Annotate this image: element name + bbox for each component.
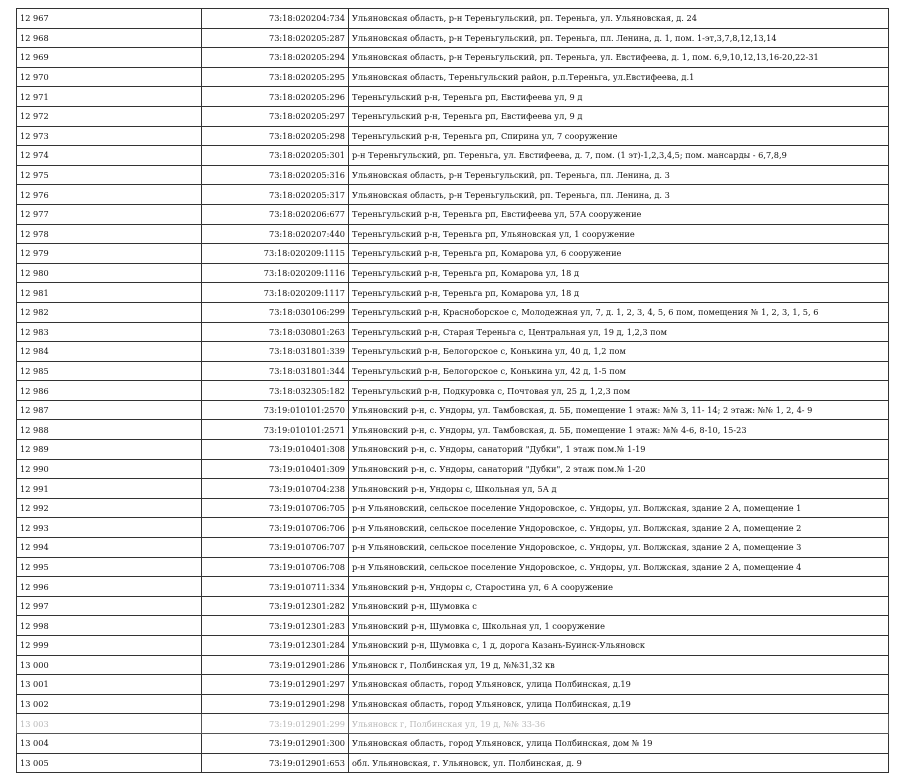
table-row: [17, 185, 889, 205]
address-cell: Ульяновская область, р-н Тереньгульский, рп. Тереньга, ул. Ульяновская, д. 24: [349, 9, 889, 29]
table-row: [17, 694, 889, 714]
cadastral-number-cell: 73:18:032305:182: [202, 381, 349, 401]
cadastral-number-cell: 73:19:012901:297: [202, 675, 349, 695]
address-cell: Тереньгульский р-н, Белогорское с, Конькина ул, 42 д, 1-5 пом: [349, 361, 889, 381]
address-cell: Ульяновский р-н, с. Ундоры, ул. Тамбовская, д. 5Б, помещение 1 этаж: №№ 3, 11- 14; 2 этаж: №№ 1, 2, 4- 9: [349, 400, 889, 420]
table-row: [17, 381, 889, 401]
address-cell: Тереньгульский р-н, Белогорское с, Конькина ул, 40 д, 1,2 пом: [349, 342, 889, 362]
address-cell: Ульяновский р-н, с. Ундоры, санаторий "Дубки", 2 этаж пом.№ 1-20: [349, 459, 889, 479]
table-row: [17, 577, 889, 597]
row-number-cell: 12 969: [17, 48, 202, 68]
cadastral-number-cell: 73:19:012901:300: [202, 733, 349, 753]
table-row: [17, 28, 889, 48]
table-row: [17, 48, 889, 68]
row-number-cell: 12 972: [17, 106, 202, 126]
row-number-cell: 12 982: [17, 302, 202, 322]
row-number-cell: 12 994: [17, 538, 202, 558]
row-number-cell: 12 970: [17, 67, 202, 87]
row-number-cell: 12 974: [17, 146, 202, 166]
cadastral-number-cell: 73:19:012901:298: [202, 694, 349, 714]
row-number-cell: 12 996: [17, 577, 202, 597]
cadastral-number-cell: 73:18:020205:297: [202, 106, 349, 126]
address-cell: Тереньгульский р-н, Тереньга рп, Евстифеева ул, 9 д: [349, 87, 889, 107]
cadastral-number-cell: 73:18:020205:294: [202, 48, 349, 68]
row-number-cell: 12 973: [17, 126, 202, 146]
row-number-cell: 12 987: [17, 400, 202, 420]
cadastral-number-cell: 73:19:010711:334: [202, 577, 349, 597]
table-row: [17, 322, 889, 342]
row-number-cell: 12 995: [17, 557, 202, 577]
row-number-cell: 12 989: [17, 440, 202, 460]
row-number-cell: 12 991: [17, 479, 202, 499]
address-cell: Тереньгульский р-н, Тереньга рп, Комарова ул, 6 сооружение: [349, 244, 889, 264]
row-number-cell: 12 993: [17, 518, 202, 538]
cadastral-number-cell: 73:18:020205:295: [202, 67, 349, 87]
table-row: [17, 636, 889, 656]
table-row: [17, 538, 889, 558]
row-number-cell: 12 998: [17, 616, 202, 636]
row-number-cell: 12 979: [17, 244, 202, 264]
cadastral-number-cell: 73:18:020205:296: [202, 87, 349, 107]
address-cell: Ульяновская область, р-н Тереньгульский, рп. Тереньга, пл. Ленина, д. 3: [349, 185, 889, 205]
row-number-cell: 12 967: [17, 9, 202, 29]
row-number-cell: 13 003: [17, 714, 202, 734]
address-cell: Ульяновская область, р-н Тереньгульский, рп. Тереньга, ул. Евстифеева, д. 1, пом. 6,9,10,12,13,16-20,22-31: [349, 48, 889, 68]
address-cell: Тереньгульский р-н, Тереньга рп, Евстифеева ул, 9 д: [349, 106, 889, 126]
registry-table-body: [17, 9, 889, 773]
cadastral-number-cell: 73:18:020204:734: [202, 9, 349, 29]
address-cell: обл. Ульяновская, г. Ульяновск, ул. Полбинская, д. 9: [349, 753, 889, 773]
address-cell: Ульяновская область, город Ульяновск, улица Полбинская, д.19: [349, 694, 889, 714]
address-cell: Ульяновская область, р-н Тереньгульский, рп. Тереньга, пл. Ленина, д. 3: [349, 165, 889, 185]
cadastral-number-cell: 73:19:010706:706: [202, 518, 349, 538]
table-row: [17, 655, 889, 675]
address-cell: Тереньгульский р-н, Тереньга рп, Комарова ул, 18 д: [349, 283, 889, 303]
cadastral-number-cell: 73:18:020205:301: [202, 146, 349, 166]
cadastral-number-cell: 73:19:012301:283: [202, 616, 349, 636]
address-cell: Ульяновский р-н, с. Ундоры, ул. Тамбовская, д. 5Б, помещение 1 этаж: №№ 4-6, 8-10, 15-23: [349, 420, 889, 440]
row-number-cell: 12 992: [17, 498, 202, 518]
address-cell: Тереньгульский р-н, Старая Тереньга с, Центральная ул, 19 д, 1,2,3 пом: [349, 322, 889, 342]
row-number-cell: 12 968: [17, 28, 202, 48]
address-cell: р-н Ульяновский, сельское поселение Ундоровское, с. Ундоры, ул. Волжская, здание 2 А, помещение 2: [349, 518, 889, 538]
address-cell: Ульяновская область, город Ульяновск, улица Полбинская, дом № 19: [349, 733, 889, 753]
cadastral-number-cell: 73:19:010706:707: [202, 538, 349, 558]
row-number-cell: 13 002: [17, 694, 202, 714]
cadastral-number-cell: 73:19:010706:705: [202, 498, 349, 518]
row-number-cell: 12 976: [17, 185, 202, 205]
table-row: [17, 518, 889, 538]
address-cell: р-н Ульяновский, сельское поселение Ундоровское, с. Ундоры, ул. Волжская, здание 2 А, помещение 4: [349, 557, 889, 577]
address-cell: Ульяновский р-н, Ундоры с, Старостина ул, 6 А сооружение: [349, 577, 889, 597]
cadastral-number-cell: 73:18:031801:344: [202, 361, 349, 381]
table-row: [17, 263, 889, 283]
table-row: [17, 616, 889, 636]
row-number-cell: 13 000: [17, 655, 202, 675]
cadastral-number-cell: 73:19:012901:653: [202, 753, 349, 773]
table-row: [17, 87, 889, 107]
cadastral-number-cell: 73:18:020205:287: [202, 28, 349, 48]
row-number-cell: 12 981: [17, 283, 202, 303]
address-cell: Ульяновская область, р-н Тереньгульский, рп. Тереньга, пл. Ленина, д. 1, пом. 1-эт,3,7,8,12,13,14: [349, 28, 889, 48]
table-row: [17, 283, 889, 303]
address-cell: р-н Ульяновский, сельское поселение Ундоровское, с. Ундоры, ул. Волжская, здание 2 А, помещение 3: [349, 538, 889, 558]
row-number-cell: 12 997: [17, 596, 202, 616]
table-row: [17, 498, 889, 518]
cadastral-number-cell: 73:19:010401:309: [202, 459, 349, 479]
address-cell: Ульяновская область, Тереньгульский район, р.п.Тереньга, ул.Евстифеева, д.1: [349, 67, 889, 87]
row-number-cell: 12 999: [17, 636, 202, 656]
address-cell: р-н Ульяновский, сельское поселение Ундоровское, с. Ундоры, ул. Волжская, здание 2 А, помещение 1: [349, 498, 889, 518]
address-cell: Тереньгульский р-н, Тереньга рп, Ульяновская ул, 1 сооружение: [349, 224, 889, 244]
cadastral-number-cell: 73:18:020209:1117: [202, 283, 349, 303]
row-number-cell: 12 985: [17, 361, 202, 381]
table-row: [17, 126, 889, 146]
table-row: [17, 9, 889, 29]
row-number-cell: 12 978: [17, 224, 202, 244]
cadastral-number-cell: 73:19:012901:286: [202, 655, 349, 675]
row-number-cell: 12 983: [17, 322, 202, 342]
row-number-cell: 12 988: [17, 420, 202, 440]
cadastral-number-cell: 73:18:020205:316: [202, 165, 349, 185]
cadastral-number-cell: 73:19:010101:2571: [202, 420, 349, 440]
cadastral-number-cell: 73:19:012901:299: [202, 714, 349, 734]
table-row: [17, 400, 889, 420]
table-row: [17, 224, 889, 244]
table-row: [17, 106, 889, 126]
cadastral-number-cell: 73:18:020205:317: [202, 185, 349, 205]
address-cell: Тереньгульский р-н, Тереньга рп, Евстифеева ул, 57А сооружение: [349, 204, 889, 224]
cadastral-number-cell: 73:19:012301:282: [202, 596, 349, 616]
table-row: [17, 733, 889, 753]
cadastral-number-cell: 73:18:030801:263: [202, 322, 349, 342]
table-row: [17, 596, 889, 616]
table-row: [17, 714, 889, 734]
row-number-cell: 12 975: [17, 165, 202, 185]
table-row: [17, 361, 889, 381]
table-row: [17, 165, 889, 185]
address-cell: Ульяновск г, Полбинская ул, 19 д, №№31,32 кв: [349, 655, 889, 675]
table-row: [17, 67, 889, 87]
table-row: [17, 675, 889, 695]
address-cell: Ульяновский р-н, Ундоры с, Школьная ул, 5А д: [349, 479, 889, 499]
address-cell: Ульяновский р-н, с. Ундоры, санаторий "Дубки", 1 этаж пом.№ 1-19: [349, 440, 889, 460]
cadastral-number-cell: 73:19:010401:308: [202, 440, 349, 460]
address-cell: Ульяновский р-н, Шумовка с, 1 д, дорога Казань-Буинск-Ульяновск: [349, 636, 889, 656]
cadastral-number-cell: 73:18:020209:1116: [202, 263, 349, 283]
table-row: [17, 479, 889, 499]
table-row: [17, 753, 889, 773]
address-cell: Тереньгульский р-н, Красноборское с, Молодежная ул, 7, д. 1, 2, 3, 4, 5, 6 пом, помещения № 1, 2, 3, 1, 5, 6: [349, 302, 889, 322]
address-cell: Ульяновский р-н, Шумовка с, Школьная ул, 1 сооружение: [349, 616, 889, 636]
address-cell: Тереньгульский р-н, Подкуровка с, Почтовая ул, 25 д, 1,2,3 пом: [349, 381, 889, 401]
address-cell: Тереньгульский р-н, Тереньга рп, Спирина ул, 7 сооружение: [349, 126, 889, 146]
table-row: [17, 302, 889, 322]
row-number-cell: 12 984: [17, 342, 202, 362]
cadastral-number-cell: 73:18:020205:298: [202, 126, 349, 146]
row-number-cell: 12 977: [17, 204, 202, 224]
row-number-cell: 13 004: [17, 733, 202, 753]
cadastral-number-cell: 73:19:012301:284: [202, 636, 349, 656]
table-row: [17, 420, 889, 440]
cadastral-number-cell: 73:18:031801:339: [202, 342, 349, 362]
table-row: [17, 557, 889, 577]
row-number-cell: 12 990: [17, 459, 202, 479]
table-row: [17, 459, 889, 479]
cadastral-number-cell: 73:18:020209:1115: [202, 244, 349, 264]
address-cell: р-н Тереньгульский, рп. Тереньга, ул. Евстифеева, д. 7, пом. (1 эт)-1,2,3,4,5; пом. мансарды - 6,7,8,9: [349, 146, 889, 166]
address-cell: Ульяновский р-н, Шумовка с: [349, 596, 889, 616]
cadastral-number-cell: 73:18:020206:677: [202, 204, 349, 224]
address-cell: Ульяновская область, город Ульяновск, улица Полбинская, д.19: [349, 675, 889, 695]
row-number-cell: 12 971: [17, 87, 202, 107]
address-cell: Тереньгульский р-н, Тереньга рп, Комарова ул, 18 д: [349, 263, 889, 283]
row-number-cell: 12 980: [17, 263, 202, 283]
table-row: [17, 146, 889, 166]
cadastral-number-cell: 73:18:020207:440: [202, 224, 349, 244]
cadastral-number-cell: 73:18:030106:299: [202, 302, 349, 322]
table-row: [17, 244, 889, 264]
row-number-cell: 12 986: [17, 381, 202, 401]
registry-table: [16, 8, 889, 773]
row-number-cell: 13 001: [17, 675, 202, 695]
table-row: [17, 440, 889, 460]
table-row: [17, 204, 889, 224]
cadastral-number-cell: 73:19:010704:238: [202, 479, 349, 499]
address-cell: Ульяновск г, Полбинская ул, 19 д, №№ 33-36: [349, 714, 889, 734]
row-number-cell: 13 005: [17, 753, 202, 773]
cadastral-number-cell: 73:19:010706:708: [202, 557, 349, 577]
table-row: [17, 342, 889, 362]
cadastral-number-cell: 73:19:010101:2570: [202, 400, 349, 420]
